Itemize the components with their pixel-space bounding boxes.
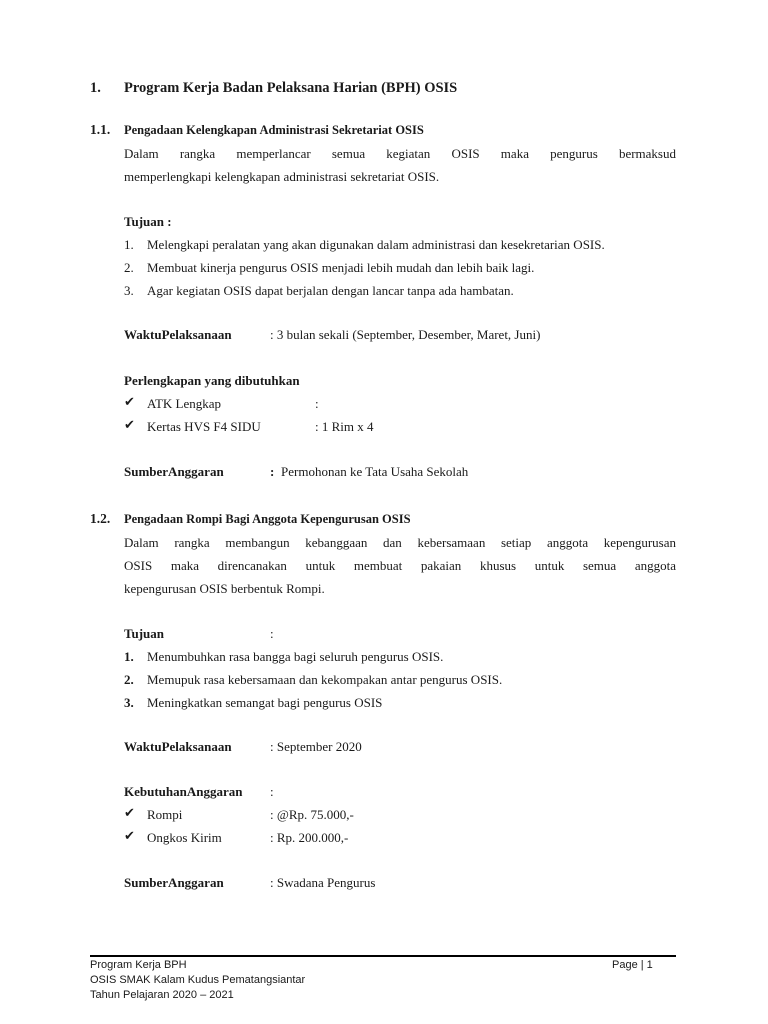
item-value: : @Rp. 75.000,- xyxy=(270,807,354,822)
footer-line: Program Kerja BPH xyxy=(90,959,187,971)
sumber-label: SumberAnggaran xyxy=(124,464,224,479)
sumber-colon: : xyxy=(270,464,275,479)
list-number: 3. xyxy=(124,283,134,298)
list-item: Memupuk rasa kebersamaan dan kekompakan antar pengurus OSIS. xyxy=(147,672,503,687)
waktu-label: WaktuPelaksanaan xyxy=(124,327,232,342)
item-name: ATK Lengkap xyxy=(147,396,222,411)
list-item: Melengkapi peralatan yang akan digunakan dalam administrasi dan kesekretarian OSIS. xyxy=(147,237,605,252)
tujuan-colon: : xyxy=(270,626,274,641)
sumber-label: SumberAnggaran xyxy=(124,875,224,890)
subsection-number: 1.2. xyxy=(90,511,111,526)
list-number: 2. xyxy=(124,672,134,687)
list-number: 1. xyxy=(124,237,134,252)
waktu-label: WaktuPelaksanaan xyxy=(124,739,232,754)
list-item: Membuat kinerja pengurus OSIS menjadi lebih mudah dan lebih baik lagi. xyxy=(147,260,535,275)
footer-line: OSIS SMAK Kalam Kudus Pematangsiantar xyxy=(90,974,306,986)
check-icon: ✔ xyxy=(124,829,135,844)
waktu-value: : September 2020 xyxy=(270,739,362,754)
check-icon: ✔ xyxy=(124,395,135,410)
list-item: Meningkatkan semangat bagi pengurus OSIS xyxy=(147,695,383,710)
item-name: Ongkos Kirim xyxy=(147,830,222,845)
paragraph-line: memperlengkapi kelengkapan administrasi sekretariat OSIS. xyxy=(124,169,440,184)
kebutuhan-label: KebutuhanAnggaran xyxy=(124,784,243,799)
list-number: 1. xyxy=(124,649,134,664)
item-value: : 1 Rim x 4 xyxy=(315,419,374,434)
tujuan-label: Tujuan : xyxy=(124,214,172,229)
subsection-title: Pengadaan Rompi Bagi Anggota Kepengurusan OSIS xyxy=(124,512,411,526)
paragraph-line: OSIS maka direncanakan untuk membuat pakaian khusus untuk semua anggota xyxy=(124,558,676,573)
sumber-value: Permohonan ke Tata Usaha Sekolah xyxy=(281,464,469,479)
list-number: 2. xyxy=(124,260,134,275)
subsection-number: 1.1. xyxy=(90,122,111,137)
item-value: : Rp. 200.000,- xyxy=(270,830,349,845)
item-name: Kertas HVS F4 SIDU xyxy=(147,419,261,434)
footer-divider xyxy=(90,955,676,957)
check-icon: ✔ xyxy=(124,418,135,433)
tujuan-label: Tujuan xyxy=(124,626,164,641)
perlengkapan-label: Perlengkapan yang dibutuhkan xyxy=(124,373,300,388)
waktu-value: : 3 bulan sekali (September, Desember, Maret, Juni) xyxy=(270,327,541,342)
page-number: Page | 1 xyxy=(612,959,653,971)
item-name: Rompi xyxy=(147,807,183,822)
list-item: Agar kegiatan OSIS dapat berjalan dengan lancar tanpa ada hambatan. xyxy=(147,283,514,298)
paragraph-line: Dalam rangka membangun kebanggaan dan kebersamaan setiap anggota kepengurusan xyxy=(124,535,676,550)
paragraph-line: Dalam rangka memperlancar semua kegiatan OSIS maka pengurus bermaksud xyxy=(124,146,676,161)
item-value: : xyxy=(315,396,319,411)
section-title: Program Kerja Badan Pelaksana Harian (BPH) OSIS xyxy=(124,80,458,96)
check-icon: ✔ xyxy=(124,806,135,821)
paragraph-line: kepengurusan OSIS berbentuk Rompi. xyxy=(124,581,325,596)
subsection-title: Pengadaan Kelengkapan Administrasi Sekretariat OSIS xyxy=(124,123,424,137)
list-item: Menumbuhkan rasa bangga bagi seluruh pengurus OSIS. xyxy=(147,649,444,664)
footer-line: Tahun Pelajaran 2020 – 2021 xyxy=(90,989,234,1001)
kebutuhan-colon: : xyxy=(270,784,274,799)
list-number: 3. xyxy=(124,695,134,710)
sumber-value: : Swadana Pengurus xyxy=(270,875,376,890)
section-number: 1. xyxy=(90,80,101,96)
